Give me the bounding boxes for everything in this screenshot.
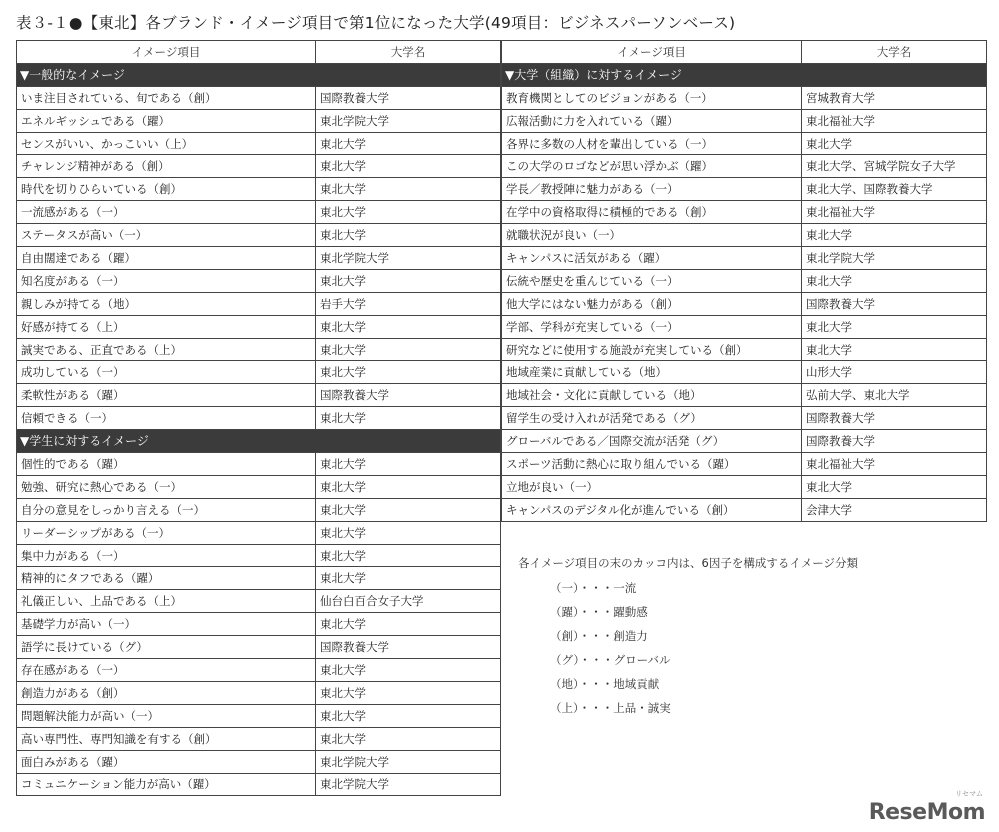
legend-item: （躍）・・・躍動感 [550,605,648,619]
university-cell: 東北大学 [316,613,501,636]
table-row [17,659,501,682]
image-item-cell: 教育機関としてのビジョンがある（一） [502,86,802,109]
table-row [502,475,987,498]
university-cell: 東北大学 [316,704,501,727]
logo-subtext: リセマム [955,790,983,798]
image-item-cell: 創造力がある（創） [17,681,316,704]
image-item-cell: チャレンジ精神がある（創） [17,155,316,178]
image-item-cell: キャンパスに活気がある（躍） [502,247,802,270]
table-row [17,338,501,361]
table-row [17,361,501,384]
image-item-cell: 高い専門性、専門知識を有する（創） [17,727,316,750]
section-header-row [17,430,501,453]
table-row [17,544,501,567]
image-item-cell: スポーツ活動に熱心に取り組んでいる（躍） [502,453,802,476]
university-cell: 東北大学 [316,453,501,476]
column-header-univ: 大学名 [802,41,987,64]
table-row [17,750,501,773]
university-cell: 国際教養大学 [316,384,501,407]
table-row [502,132,987,155]
section-header-row [17,63,501,86]
section-header-row [502,63,987,86]
university-cell: 東北大学、宮城学院女子大学 [802,155,987,178]
image-item-cell: 問題解決能力が高い（一） [17,704,316,727]
table-row [502,498,987,521]
image-item-cell: 他大学にはない魅力がある（創） [502,292,802,315]
image-item-cell: 基礎学力が高い（一） [17,613,316,636]
table-row [502,384,987,407]
image-item-cell: センスがいい、かっこいい（上） [17,132,316,155]
university-cell: 東北大学 [802,338,987,361]
legend-item: （グ）・・・グローバル [550,653,671,667]
table-row [17,498,501,521]
table-row [502,109,987,132]
table-row [17,636,501,659]
university-cell: 東北大学 [316,727,501,750]
image-item-cell: 地域産業に貢献している（地） [502,361,802,384]
image-item-cell: リーダーシップがある（一） [17,521,316,544]
legend-notes [518,555,858,720]
image-item-cell: 立地が良い（一） [502,475,802,498]
university-cell: 東北学院大学 [316,109,501,132]
image-item-cell: 在学中の資格取得に積極的である（創） [502,201,802,224]
image-item-cell: グローバルである／国際交流が活発（グ） [502,430,802,453]
table-row [17,292,501,315]
university-cell: 山形大学 [802,361,987,384]
university-cell: 東北大学 [316,361,501,384]
university-cell: 国際教養大学 [316,86,501,109]
table-row [17,590,501,613]
university-cell: 東北大学 [316,681,501,704]
image-item-cell: エネルギッシュである（躍） [17,109,316,132]
image-item-cell: 親しみが持てる（地） [17,292,316,315]
image-item-cell: 学長／教授陣に魅力がある（一） [502,178,802,201]
table-row [502,338,987,361]
image-item-cell: 成功している（一） [17,361,316,384]
table-row [17,224,501,247]
image-item-cell: コミュニケーション能力が高い（躍） [17,773,316,796]
university-cell: 東北大学 [802,269,987,292]
table-row [502,407,987,430]
university-cell: 東北大学 [316,338,501,361]
image-item-cell: 就職状況が良い（一） [502,224,802,247]
table-row [17,86,501,109]
table-row [17,201,501,224]
table-row [17,109,501,132]
table-row [17,247,501,270]
image-item-cell: 各界に多数の人材を輩出している（一） [502,132,802,155]
university-cell: 東北大学 [802,132,987,155]
university-cell: 東北大学 [316,132,501,155]
image-item-cell: 時代を切りひらいている（創） [17,178,316,201]
table-row [502,361,987,384]
university-cell: 東北大学 [316,659,501,682]
image-item-cell: 伝統や歴史を重んじている（一） [502,269,802,292]
column-header-item: イメージ項目 [17,41,316,64]
image-item-cell: 広報活動に力を入れている（躍） [502,109,802,132]
right-table [501,40,987,522]
university-cell: 東北大学 [316,544,501,567]
table-row [502,247,987,270]
university-cell: 東北大学 [316,178,501,201]
table-row [502,453,987,476]
image-item-cell: 研究などに使用する施設が充実している（創） [502,338,802,361]
table-row [17,704,501,727]
university-cell: 国際教養大学 [316,636,501,659]
table-row [502,155,987,178]
notes-heading: 各イメージ項目の末のカッコ内は、6因子を構成するイメージ分類 [518,556,859,570]
table-row [17,269,501,292]
university-cell: 東北大学 [316,567,501,590]
university-cell: 東北大学 [316,475,501,498]
legend-item: （上）・・・上品・誠実 [550,701,671,715]
university-cell: 東北学院大学 [316,750,501,773]
image-item-cell: いま注目されている、旬である（創） [17,86,316,109]
table-row [502,86,987,109]
university-cell: 国際教養大学 [802,430,987,453]
university-cell: 東北大学 [316,315,501,338]
table-header-row [17,41,501,64]
image-item-cell: 自由闊達である（躍） [17,247,316,270]
university-cell: 東北大学 [316,224,501,247]
table-row [17,521,501,544]
image-item-cell: 礼儀正しい、上品である（上） [17,590,316,613]
left-table [16,40,501,796]
university-cell: 東北大学 [802,224,987,247]
image-item-cell: 知名度がある（一） [17,269,316,292]
university-cell: 東北大学 [802,475,987,498]
university-cell: 弘前大学、東北大学 [802,384,987,407]
image-item-cell: 面白みがある（躍） [17,750,316,773]
section-header: ▼一般的なイメージ [17,63,501,86]
legend-item: （地）・・・地域貢献 [550,677,660,691]
table-row [17,475,501,498]
university-cell: 国際教養大学 [802,407,987,430]
legend-item: （一）・・・一流 [550,581,637,595]
image-item-cell: 存在感がある（一） [17,659,316,682]
table-row [502,269,987,292]
table-row [17,453,501,476]
table-row [17,132,501,155]
image-item-cell: 誠実である、正直である（上） [17,338,316,361]
image-item-cell: ステータスが高い（一） [17,224,316,247]
table-row [17,727,501,750]
table-row [502,292,987,315]
table-row [17,773,501,796]
table-row [17,681,501,704]
section-header: ▼大学（組織）に対するイメージ [502,63,987,86]
section-header: ▼学生に対するイメージ [17,430,501,453]
university-cell: 東北大学 [316,269,501,292]
university-cell: 東北大学 [316,521,501,544]
table-row [17,384,501,407]
image-item-cell: 集中力がある（一） [17,544,316,567]
university-cell: 東北大学 [316,498,501,521]
university-cell: 会津大学 [802,498,987,521]
table-row [17,315,501,338]
image-item-cell: この大学のロゴなどが思い浮かぶ（躍） [502,155,802,178]
university-cell: 東北学院大学 [316,773,501,796]
university-cell: 東北福祉大学 [802,201,987,224]
image-item-cell: キャンパスのデジタル化が進んでいる（創） [502,498,802,521]
university-cell: 東北福祉大学 [802,109,987,132]
table-row [17,178,501,201]
university-cell: 東北大学 [316,201,501,224]
table-row [17,155,501,178]
image-item-cell: 一流感がある（一） [17,201,316,224]
university-cell: 東北大学 [316,155,501,178]
image-item-cell: 勉強、研究に熱心である（一） [17,475,316,498]
image-item-cell: 柔軟性がある（躍） [17,384,316,407]
table-row [17,613,501,636]
university-cell: 東北学院大学 [802,247,987,270]
column-header-univ: 大学名 [316,41,501,64]
table-row [502,201,987,224]
university-cell: 仙台白百合女子大学 [316,590,501,613]
table-row [17,567,501,590]
table-row [502,224,987,247]
image-item-cell: 個性的である（躍） [17,453,316,476]
legend-item: （創）・・・創造力 [550,629,648,643]
resemom-logo: ReseMom [868,800,985,825]
image-item-cell: 自分の意見をしっかり言える（一） [17,498,316,521]
table-row [502,178,987,201]
image-item-cell: 精神的にタフである（躍） [17,567,316,590]
university-cell: 東北福祉大学 [802,453,987,476]
image-item-cell: 留学生の受け入れが活発である（グ） [502,407,802,430]
image-item-cell: 語学に長けている（グ） [17,636,316,659]
table-row [502,430,987,453]
university-cell: 東北大学、国際教養大学 [802,178,987,201]
column-header-item: イメージ項目 [502,41,802,64]
table-header-row [502,41,987,64]
image-item-cell: 学部、学科が充実している（一） [502,315,802,338]
image-item-cell: 地域社会・文化に貢献している（地） [502,384,802,407]
table-row [17,407,501,430]
university-cell: 岩手大学 [316,292,501,315]
university-cell: 東北大学 [316,407,501,430]
image-item-cell: 信頼できる（一） [17,407,316,430]
university-cell: 宮城教育大学 [802,86,987,109]
university-cell: 国際教養大学 [802,292,987,315]
table-row [502,315,987,338]
image-item-cell: 好感が持てる（上） [17,315,316,338]
page-title: 表３-１●【東北】各ブランド・イメージ項目で第1位になった大学(49項目：ビジネスパーソンベース) [16,14,736,32]
university-cell: 東北大学 [802,315,987,338]
university-cell: 東北学院大学 [316,247,501,270]
